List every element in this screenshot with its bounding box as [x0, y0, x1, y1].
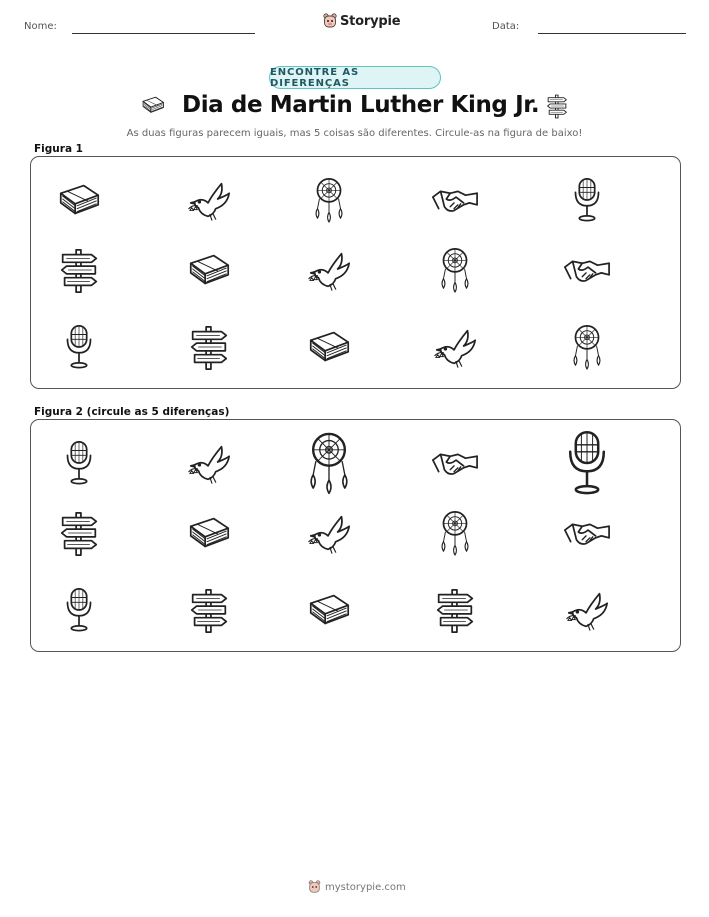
storypie-mascot-icon: [308, 880, 321, 894]
figure-1-label: Figura 1: [34, 143, 83, 155]
microphone-icon-graphic: [55, 439, 103, 487]
dove-icon: [185, 176, 233, 224]
brand-logo: [323, 13, 400, 29]
dreamcatcher-icon-graphic: [563, 323, 611, 371]
microphone-icon: [563, 176, 611, 224]
dove-icon: [305, 246, 353, 294]
dove-icon-graphic: [305, 509, 353, 557]
microphone-icon-graphic: [55, 586, 103, 634]
name-label: Nome:: [24, 21, 57, 32]
dove-icon[interactable]: [563, 586, 611, 634]
microphone-icon-graphic: [55, 323, 103, 371]
book-icon: [138, 92, 168, 118]
book-icon: [305, 323, 353, 371]
handshake-icon-graphic: [431, 439, 479, 487]
dove-icon-graphic: [431, 323, 479, 371]
microphone-icon-graphic: [552, 428, 622, 498]
handshake-icon: [563, 246, 611, 294]
dreamcatcher-icon-graphic: [296, 430, 362, 496]
book-icon-graphic: [305, 586, 353, 634]
dove-icon-graphic: [185, 176, 233, 224]
book-icon-graphic: [55, 176, 103, 224]
signpost-icon[interactable]: [431, 586, 479, 634]
dove-icon-graphic: [185, 439, 233, 487]
figure-1-frame: [30, 156, 681, 389]
dove-icon: [431, 323, 479, 371]
handshake-icon[interactable]: [563, 509, 611, 557]
book-icon: [55, 176, 103, 224]
handshake-icon: [431, 176, 479, 224]
dove-icon-graphic: [563, 586, 611, 634]
handshake-icon-graphic: [563, 246, 611, 294]
dove-icon-graphic: [305, 246, 353, 294]
activity-badge: ENCONTRE AS DIFERENÇAS: [269, 66, 441, 89]
instructions: As duas figuras parecem iguais, mas 5 coisas são diferentes. Circule-as na figura de baixo!: [126, 128, 583, 139]
signpost-icon: [185, 323, 233, 371]
dreamcatcher-icon: [431, 246, 479, 294]
signpost-icon[interactable]: [55, 509, 103, 557]
dreamcatcher-icon-graphic: [305, 176, 353, 224]
dreamcatcher-icon-graphic: [431, 246, 479, 294]
footer: [308, 880, 406, 894]
dove-icon[interactable]: [185, 439, 233, 487]
microphone-icon[interactable]: [55, 586, 103, 634]
signpost-icon-graphic: [185, 586, 233, 634]
dreamcatcher-icon[interactable]: [296, 430, 362, 496]
microphone-icon-graphic: [563, 176, 611, 224]
page-title: Dia de Martin Luther King Jr.: [182, 92, 540, 118]
handshake-icon-graphic: [431, 176, 479, 224]
figure-2-frame[interactable]: [30, 419, 681, 652]
signpost-icon: [544, 90, 570, 122]
footer-url: mystorypie.com: [325, 881, 406, 893]
handshake-icon-graphic: [563, 509, 611, 557]
storypie-mascot-icon: [323, 13, 337, 29]
dreamcatcher-icon: [563, 323, 611, 371]
dreamcatcher-icon-graphic: [431, 509, 479, 557]
dreamcatcher-icon[interactable]: [431, 509, 479, 557]
book-icon-graphic: [305, 323, 353, 371]
book-icon[interactable]: [305, 586, 353, 634]
signpost-icon-graphic: [55, 509, 103, 557]
date-label: Data:: [492, 21, 520, 32]
dreamcatcher-icon: [305, 176, 353, 224]
signpost-icon-graphic: [431, 586, 479, 634]
signpost-icon-graphic: [55, 246, 103, 294]
signpost-icon: [55, 246, 103, 294]
signpost-icon-graphic: [185, 323, 233, 371]
microphone-icon[interactable]: [55, 439, 103, 487]
handshake-icon[interactable]: [431, 439, 479, 487]
signpost-icon[interactable]: [185, 586, 233, 634]
name-line[interactable]: [72, 33, 255, 34]
microphone-icon[interactable]: [552, 428, 622, 498]
book-icon-graphic: [185, 509, 233, 557]
dove-icon[interactable]: [305, 509, 353, 557]
book-icon: [185, 246, 233, 294]
figure-2-label: Figura 2 (circule as 5 diferenças): [34, 406, 230, 418]
microphone-icon: [55, 323, 103, 371]
book-icon-graphic: [185, 246, 233, 294]
brand-name: Storypie: [340, 13, 401, 29]
date-line[interactable]: [538, 33, 686, 34]
book-icon[interactable]: [185, 509, 233, 557]
